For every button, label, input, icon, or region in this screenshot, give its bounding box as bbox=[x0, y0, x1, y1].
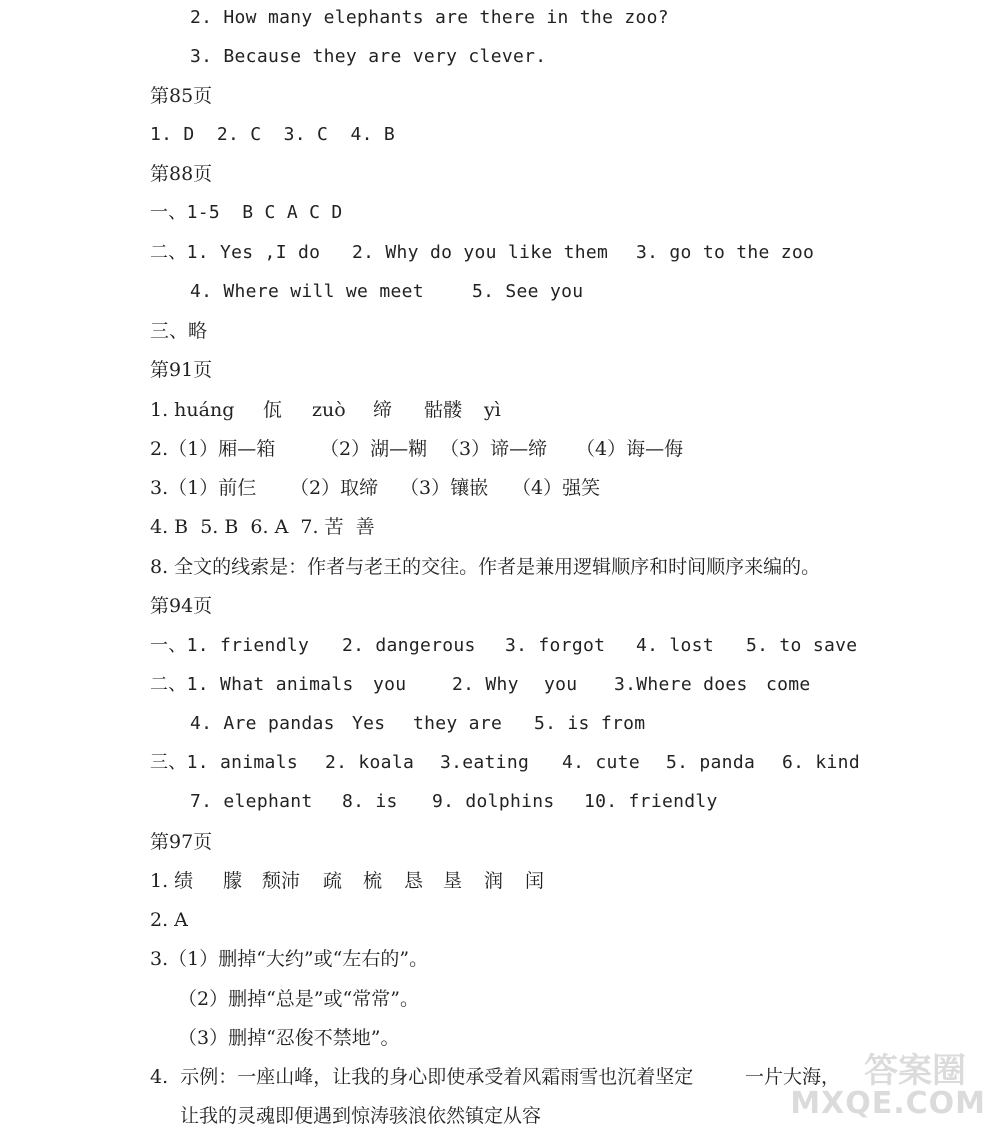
answer-segment: 2. koala bbox=[325, 752, 415, 773]
answer-segment: Yes bbox=[352, 713, 386, 734]
answer-segment: 闰 bbox=[525, 870, 545, 892]
answer-line bbox=[0, 240, 1000, 266]
answer-segment: 二、1. What animals bbox=[150, 674, 354, 695]
answer-segment: 佤 bbox=[263, 399, 283, 421]
answer-line bbox=[0, 318, 1000, 344]
answer-segment: 润 bbox=[484, 870, 504, 892]
answer-segment: 9. dolphins bbox=[432, 791, 555, 812]
answer-line bbox=[0, 946, 1000, 972]
answer-segment: 4. cute bbox=[562, 752, 640, 773]
answer-segment: 4. Where will we meet bbox=[190, 281, 424, 302]
answer-line bbox=[0, 161, 1000, 187]
answer-line bbox=[0, 789, 1000, 815]
answer-segment: 2. How many elephants are there in the zoo? bbox=[190, 7, 669, 28]
answer-segment: （4）诲—侮 bbox=[576, 438, 684, 460]
answer-segment: 2. Why bbox=[452, 674, 519, 695]
answer-segment: 5. panda bbox=[666, 752, 756, 773]
answer-line bbox=[0, 436, 1000, 462]
answer-segment: 4. lost bbox=[636, 635, 714, 656]
answer-segment: 第91页 bbox=[150, 359, 213, 381]
answer-line bbox=[0, 986, 1000, 1012]
answer-line bbox=[0, 868, 1000, 894]
answer-segment: （4）强笑 bbox=[512, 477, 601, 499]
answer-line bbox=[0, 475, 1000, 501]
answer-segment: come bbox=[766, 674, 811, 695]
answer-segment: 第97页 bbox=[150, 831, 213, 853]
answer-segment: 1. 绩 bbox=[150, 870, 194, 892]
answer-segment: 8. 全文的线索是：作者与老王的交往。作者是兼用逻辑顺序和时间顺序来编的。 bbox=[150, 556, 821, 578]
answer-segment: 疏 bbox=[323, 870, 343, 892]
answer-segment: 3.（1）删掉“大约”或“左右的”。 bbox=[150, 948, 429, 970]
answer-segment: 骷髅 bbox=[424, 399, 463, 421]
answer-segment: 8. is bbox=[342, 791, 398, 812]
answer-segment: 让我的灵魂即便遇到惊涛骇浪依然镇定从容 bbox=[180, 1105, 542, 1127]
answer-segment: 颓沛 bbox=[262, 870, 301, 892]
answer-line bbox=[0, 200, 1000, 226]
answer-line bbox=[0, 593, 1000, 619]
answer-line bbox=[0, 357, 1000, 383]
answer-segment: 5. to save bbox=[746, 635, 858, 656]
answer-segment: 4. 示例：一座山峰，让我的身心即使承受着风霜雨雪也沉着坚定 bbox=[150, 1066, 694, 1088]
answer-segment: 2. A bbox=[150, 909, 188, 931]
answer-segment: 2. Why do you like them bbox=[352, 242, 609, 263]
answer-segment: 1. huáng bbox=[150, 399, 235, 421]
answer-segment: they are bbox=[413, 713, 503, 734]
watermark-url: MXQE.COM bbox=[790, 1086, 986, 1121]
answer-segment: 3.eating bbox=[440, 752, 530, 773]
answer-segment: 5. is from bbox=[534, 713, 646, 734]
answer-segment: you bbox=[373, 674, 407, 695]
answer-line bbox=[0, 44, 1000, 70]
answer-segment: 4. B 5. B 6. A 7. 苦 善 bbox=[150, 516, 375, 538]
answer-line bbox=[0, 711, 1000, 737]
answer-segment: 5. See you bbox=[472, 281, 584, 302]
answer-segment: zuò bbox=[312, 399, 346, 421]
answer-line bbox=[0, 633, 1000, 659]
answer-segment: 三、1. animals bbox=[150, 752, 298, 773]
answer-line bbox=[0, 279, 1000, 305]
answer-segment: （3）删掉“忍俊不禁地”。 bbox=[178, 1027, 400, 1049]
answer-segment: you bbox=[544, 674, 578, 695]
watermark-logo bbox=[786, 1043, 986, 1123]
answer-line bbox=[0, 122, 1000, 148]
answer-segment: （3）谛—缔 bbox=[440, 438, 548, 460]
answer-segment: 1. D 2. C 3. C 4. B bbox=[150, 124, 396, 145]
answer-segment: 一、1-5 B C A C D bbox=[150, 202, 343, 223]
answer-segment: 4. Are pandas bbox=[190, 713, 335, 734]
answer-segment: （2）删掉“总是”或“常常”。 bbox=[178, 988, 419, 1010]
answer-line bbox=[0, 907, 1000, 933]
answer-segment: 二、1. Yes ,I do bbox=[150, 242, 321, 263]
answer-segment: 第94页 bbox=[150, 595, 213, 617]
answer-line bbox=[0, 750, 1000, 776]
answer-segment: 一片大海， bbox=[745, 1066, 841, 1088]
answer-segment: （2）取缔 bbox=[290, 477, 379, 499]
watermark-title: 答案圈 bbox=[864, 1051, 966, 1091]
answer-segment: 2. dangerous bbox=[342, 635, 476, 656]
answer-segment: 2.（1）厢—箱 bbox=[150, 438, 276, 460]
answer-segment: 3.（1）前仨 bbox=[150, 477, 257, 499]
answer-line bbox=[0, 397, 1000, 423]
answer-line bbox=[0, 83, 1000, 109]
answer-segment: 三、略 bbox=[150, 320, 208, 342]
answer-line bbox=[0, 5, 1000, 31]
answer-line bbox=[0, 514, 1000, 540]
answer-segment: 3. go to the zoo bbox=[636, 242, 815, 263]
answer-segment: 恳 bbox=[404, 870, 424, 892]
answer-segment: 7. elephant bbox=[190, 791, 313, 812]
answer-segment: 3.Where does bbox=[614, 674, 748, 695]
answer-line bbox=[0, 672, 1000, 698]
answer-segment: 缔 bbox=[373, 399, 393, 421]
answer-segment: 垦 bbox=[443, 870, 463, 892]
answer-segment: yì bbox=[484, 399, 501, 421]
answer-line bbox=[0, 829, 1000, 855]
answer-segment: 第88页 bbox=[150, 163, 213, 185]
answer-segment: （3）镶嵌 bbox=[400, 477, 489, 499]
answer-segment: 梳 bbox=[363, 870, 383, 892]
answer-segment: 3. Because they are very clever. bbox=[190, 46, 547, 67]
answer-line bbox=[0, 554, 1000, 580]
answer-segment: 第85页 bbox=[150, 85, 213, 107]
answer-segment: 10. friendly bbox=[584, 791, 718, 812]
answer-segment: 一、1. friendly bbox=[150, 635, 310, 656]
answer-segment: 朦 bbox=[223, 870, 243, 892]
answer-segment: 6. kind bbox=[782, 752, 860, 773]
answer-segment: 3. forgot bbox=[505, 635, 606, 656]
answer-segment: （2）湖—糊 bbox=[320, 438, 428, 460]
